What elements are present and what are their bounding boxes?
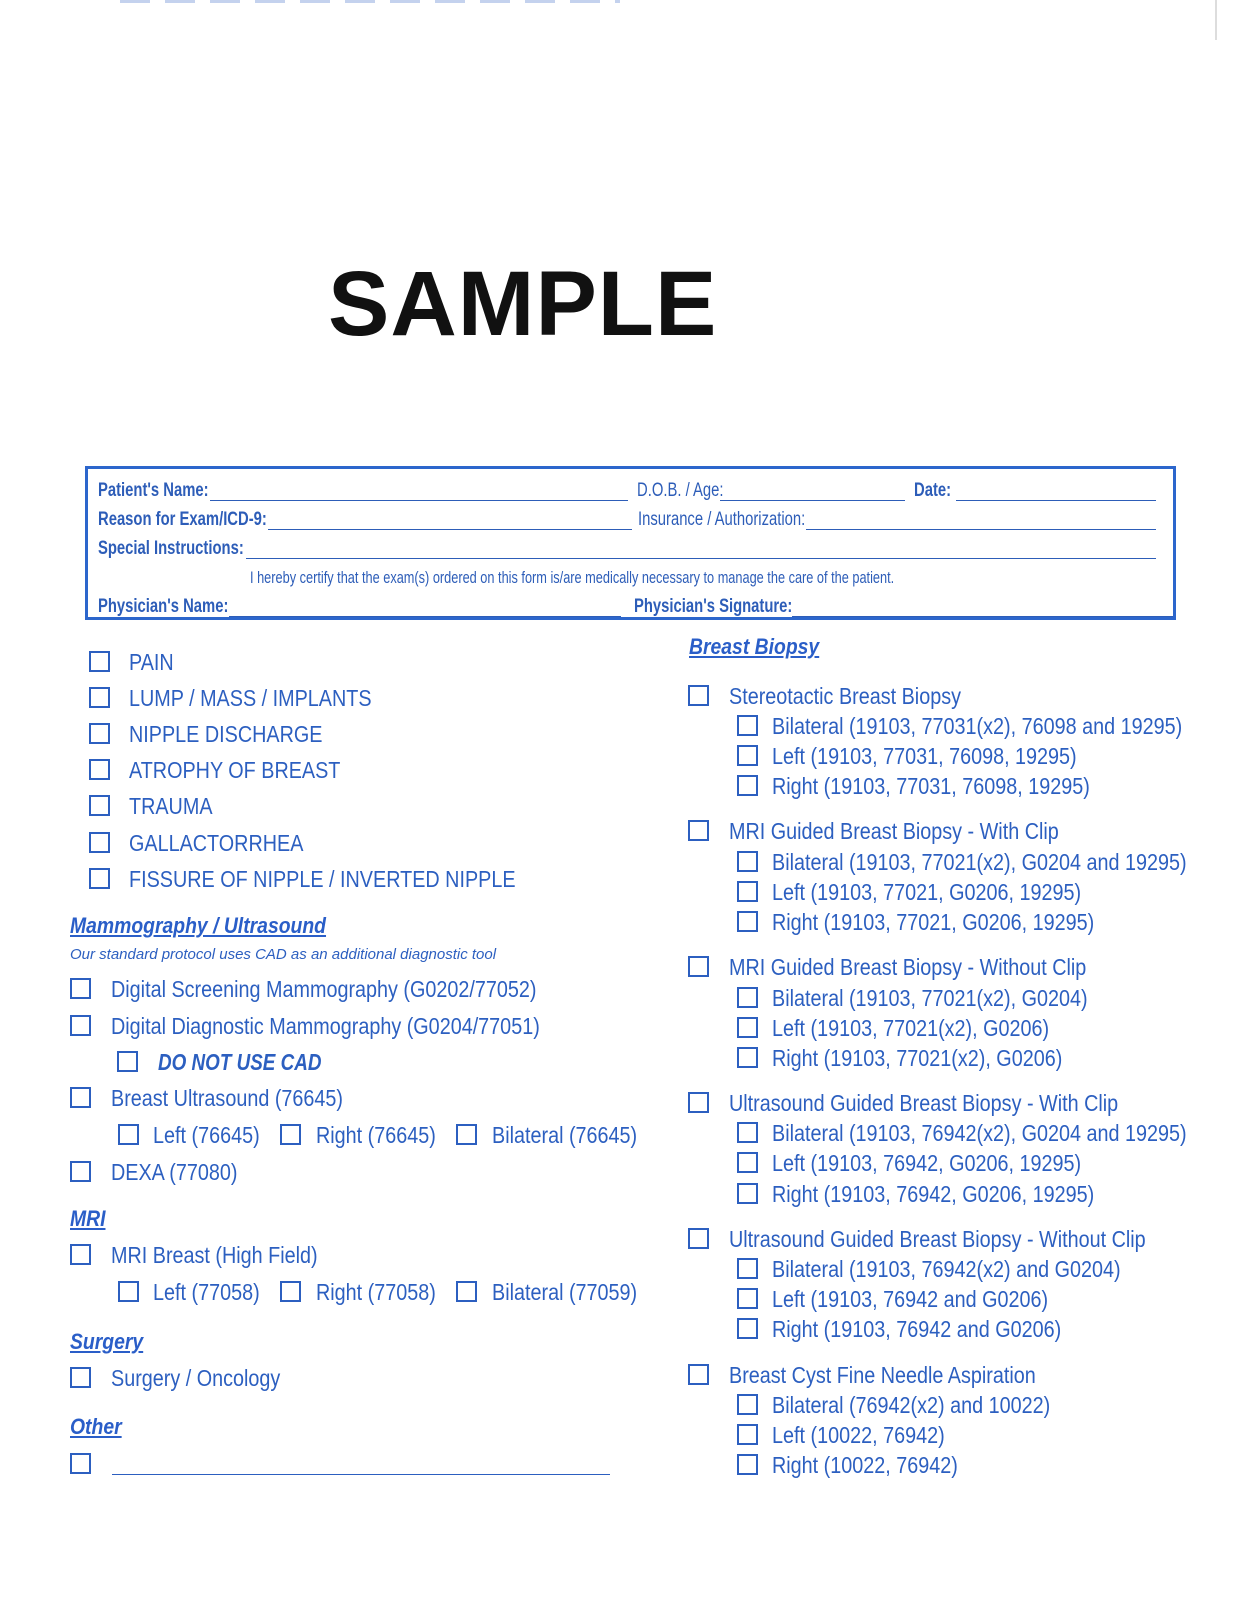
physician-name-label: Physician's Name: bbox=[98, 596, 229, 617]
breast-ultrasound-checkbox[interactable] bbox=[70, 1087, 91, 1108]
breast-ultrasound-label: Breast Ultrasound (76645) bbox=[111, 1085, 343, 1111]
us-right-checkbox[interactable] bbox=[280, 1124, 301, 1145]
surgery-oncology-label: Surgery / Oncology bbox=[111, 1365, 281, 1391]
biopsy-group-label: Stereotactic Breast Biopsy bbox=[729, 683, 961, 709]
dexa-checkbox[interactable] bbox=[70, 1161, 91, 1182]
dob-age-field[interactable] bbox=[720, 500, 905, 501]
biopsy-group-checkbox[interactable] bbox=[688, 685, 709, 706]
special-instructions-label: Special Instructions: bbox=[98, 538, 244, 559]
biopsy-option-label: Bilateral (19103, 77021(x2), G0204 and 19295) bbox=[772, 849, 1187, 875]
patient-info-box bbox=[85, 466, 1176, 620]
sample-watermark: SAMPLE bbox=[328, 253, 718, 355]
reason-checkbox-fissure[interactable] bbox=[89, 868, 110, 889]
biopsy-option-checkbox[interactable] bbox=[737, 1183, 758, 1204]
dexa-label: DEXA (77080) bbox=[111, 1159, 238, 1185]
biopsy-option-checkbox[interactable] bbox=[737, 715, 758, 736]
physician-signature-label: Physician's Signature: bbox=[634, 596, 793, 617]
biopsy-group-label: Ultrasound Guided Breast Biopsy - Without Clip bbox=[729, 1226, 1146, 1252]
biopsy-option-label: Left (19103, 77031, 76098, 19295) bbox=[772, 743, 1077, 769]
reason-field[interactable] bbox=[268, 529, 632, 530]
biopsy-option-checkbox[interactable] bbox=[737, 911, 758, 932]
us-left-checkbox[interactable] bbox=[118, 1124, 139, 1145]
other-checkbox[interactable] bbox=[70, 1453, 91, 1474]
us-right-label: Right (76645) bbox=[316, 1122, 436, 1148]
section-title-other: Other bbox=[70, 1414, 122, 1439]
cad-note: Our standard protocol uses CAD as an additional diagnostic tool bbox=[70, 946, 497, 963]
date-field[interactable] bbox=[956, 500, 1156, 501]
diagnostic-mammo-checkbox[interactable] bbox=[70, 1015, 91, 1036]
biopsy-group-checkbox[interactable] bbox=[688, 820, 709, 841]
physician-name-field[interactable] bbox=[229, 616, 621, 617]
scan-artifact-edge bbox=[1215, 0, 1217, 40]
reason-label: Reason for Exam/ICD-9: bbox=[98, 509, 267, 530]
certification-text: I hereby certify that the exam(s) ordered on this form is/are medically necessary to manage the care of the patient. bbox=[250, 568, 895, 587]
reason-label-trauma: TRAUMA bbox=[129, 793, 213, 819]
mri-right-label: Right (77058) bbox=[316, 1279, 436, 1305]
biopsy-option-checkbox[interactable] bbox=[737, 775, 758, 796]
biopsy-option-checkbox[interactable] bbox=[737, 987, 758, 1008]
biopsy-option-checkbox[interactable] bbox=[737, 745, 758, 766]
biopsy-option-checkbox[interactable] bbox=[737, 1047, 758, 1068]
mri-breast-label: MRI Breast (High Field) bbox=[111, 1242, 318, 1268]
reason-checkbox-pain[interactable] bbox=[89, 651, 110, 672]
section-title-mri: MRI bbox=[70, 1206, 106, 1231]
reason-checkbox-atrophy[interactable] bbox=[89, 759, 110, 780]
no-cad-label: DO NOT USE CAD bbox=[158, 1049, 322, 1075]
section-title-breast-biopsy: Breast Biopsy bbox=[689, 634, 820, 659]
biopsy-option-label: Right (19103, 77021, G0206, 19295) bbox=[772, 909, 1095, 935]
biopsy-option-label: Right (19103, 77031, 76098, 19295) bbox=[772, 773, 1090, 799]
section-title-surgery: Surgery bbox=[70, 1329, 144, 1354]
biopsy-option-label: Bilateral (76942(x2) and 10022) bbox=[772, 1392, 1051, 1418]
reason-checkbox-trauma[interactable] bbox=[89, 795, 110, 816]
us-bilateral-label: Bilateral (76645) bbox=[492, 1122, 638, 1148]
biopsy-option-label: Right (19103, 76942, G0206, 19295) bbox=[772, 1181, 1095, 1207]
screening-mammo-checkbox[interactable] bbox=[70, 978, 91, 999]
no-cad-checkbox[interactable] bbox=[117, 1051, 138, 1072]
biopsy-option-checkbox[interactable] bbox=[737, 1424, 758, 1445]
us-left-label: Left (76645) bbox=[153, 1122, 260, 1148]
other-text-field[interactable] bbox=[112, 1474, 610, 1475]
mri-left-label: Left (77058) bbox=[153, 1279, 260, 1305]
reason-label-pain: PAIN bbox=[129, 649, 174, 675]
biopsy-option-label: Right (19103, 76942 and G0206) bbox=[772, 1316, 1062, 1342]
mri-right-checkbox[interactable] bbox=[280, 1281, 301, 1302]
biopsy-group-label: Ultrasound Guided Breast Biopsy - With Clip bbox=[729, 1090, 1119, 1116]
diagnostic-mammo-label: Digital Diagnostic Mammography (G0204/77051) bbox=[111, 1013, 540, 1039]
biopsy-option-label: Right (10022, 76942) bbox=[772, 1452, 958, 1478]
mri-breast-checkbox[interactable] bbox=[70, 1244, 91, 1265]
reason-label-gallactorrhea: GALLACTORRHEA bbox=[129, 830, 304, 856]
reason-label-fissure: FISSURE OF NIPPLE / INVERTED NIPPLE bbox=[129, 866, 516, 892]
biopsy-group-label: MRI Guided Breast Biopsy - With Clip bbox=[729, 818, 1059, 844]
physician-signature-field[interactable] bbox=[792, 616, 1173, 617]
surgery-oncology-checkbox[interactable] bbox=[70, 1367, 91, 1388]
special-instructions-field[interactable] bbox=[246, 558, 1156, 559]
reason-label-lump: LUMP / MASS / IMPLANTS bbox=[129, 685, 372, 711]
reason-label-nipple-discharge: NIPPLE DISCHARGE bbox=[129, 721, 323, 747]
us-bilateral-checkbox[interactable] bbox=[456, 1124, 477, 1145]
date-label: Date: bbox=[914, 480, 952, 501]
screening-mammo-label: Digital Screening Mammography (G0202/77052) bbox=[111, 976, 537, 1002]
section-title-mammography: Mammography / Ultrasound bbox=[70, 913, 327, 938]
biopsy-group-checkbox[interactable] bbox=[688, 1364, 709, 1385]
biopsy-option-label: Left (10022, 76942) bbox=[772, 1422, 945, 1448]
reason-label-atrophy: ATROPHY OF BREAST bbox=[129, 757, 341, 783]
biopsy-option-checkbox[interactable] bbox=[737, 851, 758, 872]
biopsy-group-checkbox[interactable] bbox=[688, 1092, 709, 1113]
biopsy-option-checkbox[interactable] bbox=[737, 1258, 758, 1279]
biopsy-option-label: Left (19103, 77021, G0206, 19295) bbox=[772, 879, 1082, 905]
reason-checkbox-gallactorrhea[interactable] bbox=[89, 832, 110, 853]
biopsy-option-checkbox[interactable] bbox=[737, 1152, 758, 1173]
mri-bilateral-label: Bilateral (77059) bbox=[492, 1279, 638, 1305]
patient-name-label: Patient's Name: bbox=[98, 480, 209, 501]
biopsy-option-label: Bilateral (19103, 76942(x2) and G0204) bbox=[772, 1256, 1121, 1282]
biopsy-option-checkbox[interactable] bbox=[737, 1288, 758, 1309]
biopsy-option-label: Right (19103, 77021(x2), G0206) bbox=[772, 1045, 1063, 1071]
reason-checkbox-lump[interactable] bbox=[89, 687, 110, 708]
insurance-label: Insurance / Authorization: bbox=[638, 509, 806, 530]
biopsy-option-label: Bilateral (19103, 76942(x2), G0204 and 19295) bbox=[772, 1120, 1187, 1146]
mri-bilateral-checkbox[interactable] bbox=[456, 1281, 477, 1302]
biopsy-group-label: Breast Cyst Fine Needle Aspiration bbox=[729, 1362, 1036, 1388]
biopsy-group-checkbox[interactable] bbox=[688, 1228, 709, 1249]
biopsy-option-label: Bilateral (19103, 77021(x2), G0204) bbox=[772, 985, 1088, 1011]
dob-age-label: D.O.B. / Age: bbox=[637, 480, 724, 501]
reason-checkbox-nipple-discharge[interactable] bbox=[89, 723, 110, 744]
biopsy-option-label: Left (19103, 76942, G0206, 19295) bbox=[772, 1150, 1082, 1176]
biopsy-option-label: Left (19103, 77021(x2), G0206) bbox=[772, 1015, 1050, 1041]
biopsy-option-checkbox[interactable] bbox=[737, 1017, 758, 1038]
insurance-field[interactable] bbox=[806, 529, 1156, 530]
biopsy-option-checkbox[interactable] bbox=[737, 1394, 758, 1415]
mri-left-checkbox[interactable] bbox=[118, 1281, 139, 1302]
biopsy-group-label: MRI Guided Breast Biopsy - Without Clip bbox=[729, 954, 1087, 980]
biopsy-option-checkbox[interactable] bbox=[737, 1122, 758, 1143]
biopsy-group-checkbox[interactable] bbox=[688, 956, 709, 977]
biopsy-option-checkbox[interactable] bbox=[737, 1318, 758, 1339]
biopsy-option-label: Bilateral (19103, 77031(x2), 76098 and 19295) bbox=[772, 713, 1183, 739]
patient-name-field[interactable] bbox=[210, 500, 628, 501]
biopsy-option-label: Left (19103, 76942 and G0206) bbox=[772, 1286, 1049, 1312]
biopsy-option-checkbox[interactable] bbox=[737, 881, 758, 902]
scan-artifact-top bbox=[120, 0, 620, 3]
biopsy-option-checkbox[interactable] bbox=[737, 1454, 758, 1475]
